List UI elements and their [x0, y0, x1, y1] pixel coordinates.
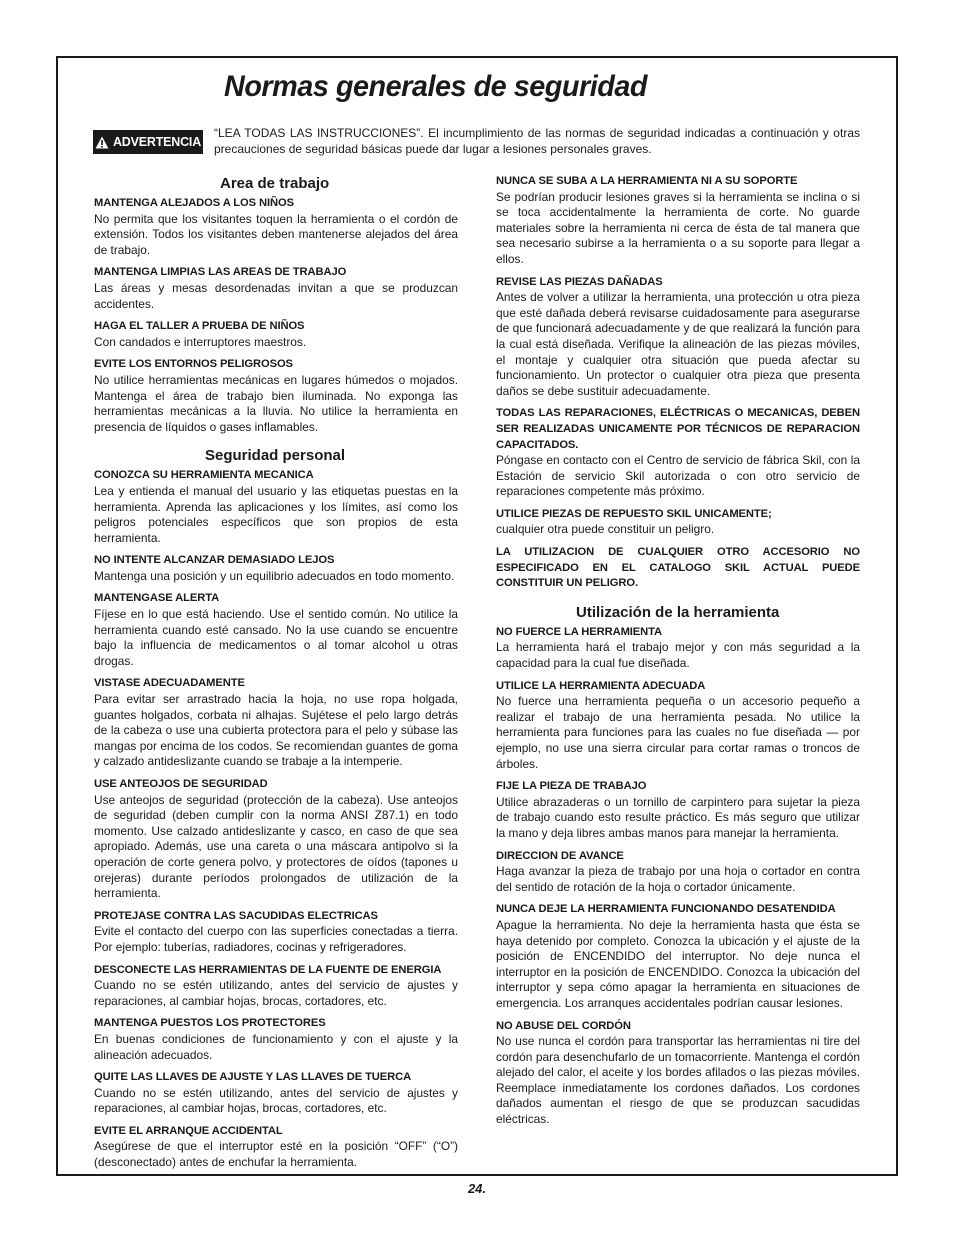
safety-rule	[496, 679, 860, 773]
rule-heading: DIRECCION DE AVANCE	[496, 849, 624, 862]
section-heading-utilizacion: Utilización de la herramienta	[576, 603, 780, 621]
warning-text: “LEA TODAS LAS INSTRUCCIONES”. El incumplimiento de las normas de seguridad indicadas a continuación y otras precauciones de seguridad básicas puede dar lugar a lesiones personales graves.	[214, 126, 860, 156]
safety-rule	[94, 963, 458, 1010]
rule-body: Cuando no se estén utilizando, antes del servicio de ajustes y reparaciones, al cambiar hojas, brocas, cortadores, etc.	[94, 978, 458, 1008]
rule-body: No utilice herramientas mecánicas en lugares húmedos o mojados. Mantenga el área de trabajo bien iluminada. No exponga las herramientas mecánicas a la lluvia. No utilice la herramienta en presencia de líquidos o gases inflamables.	[94, 372, 458, 434]
rule-heading: EVITE EL ARRANQUE ACCIDENTAL	[94, 1124, 283, 1137]
rule-body: Fíjese en lo que está haciendo. Use el sentido común. No utilice la herramienta cuando esté cansado. No la use cuando se encuentre bajo la influencia de medicamentos o al tomar alcohol u otras drogas.	[94, 607, 458, 668]
safety-rule	[94, 265, 458, 312]
rule-heading: NUNCA SE SUBA A LA HERRAMIENTA NI A SU SOPORTE	[496, 175, 798, 187]
rule-heading: NUNCA DEJE LA HERRAMIENTA FUNCIONANDO DESATENDIDA	[496, 903, 836, 916]
safety-rule	[94, 1016, 458, 1063]
safety-rule	[94, 468, 458, 546]
page-number: 24.	[467, 1181, 487, 1196]
safety-rule	[94, 777, 458, 902]
rule-heading: UTILICE PIEZAS DE REPUESTO SKIL UNICAMENTE;	[496, 507, 772, 520]
safety-rule	[496, 625, 860, 672]
rule-body: Mantenga una posición y un equilibrio adecuados en todo momento.	[94, 568, 455, 583]
rule-heading: REVISE LAS PIEZAS DAÑADAS	[496, 275, 663, 288]
rule-heading: TODAS LAS REPARACIONES, ELÉCTRICAS O MECANICAS, DEBEN SER REALIZADAS UNICAMENTE POR TÉCNICOS DE REPARACION CAPACITADOS.	[496, 407, 860, 451]
safety-rule	[496, 545, 860, 592]
rule-body: cualquier otra puede constituir un peligro.	[496, 522, 715, 537]
rule-body: Las áreas y mesas desordenadas invitan a que se produzcan accidentes.	[94, 280, 458, 311]
rule-body: Para evitar ser arrastrado hacia la hoja, no use ropa holgada, guantes holgados, corbata ni alhajas. Sujétese el pelo largo detrás de la cabeza o use una cubierta protectora para el pelo y súbase las mangas por encima de los codos. Se recomiendan guantes de goma y calzado antideslizante cuando se trabaje a la intemperie.	[94, 692, 458, 769]
page-title: Normas generales de seguridad	[224, 70, 648, 103]
rule-body: Haga avanzar la pieza de trabajo por una hoja o cortador en contra del sentido de rotación de la hoja o cortador únicamente.	[496, 864, 860, 894]
rule-heading: MANTENGA ALEJADOS A LOS NIÑOS	[94, 197, 294, 209]
rule-body: No permita que los visitantes toquen la herramienta o el cordón de extensión. Todos los visitantes deben mantenerse alejados del área de trabajo.	[94, 211, 458, 257]
safety-rule	[94, 676, 458, 770]
rule-body: Antes de volver a utilizar la herramienta, una protección u otra pieza que esté dañada deberá revisarse cuidadosamente para asegurarse de que funcionará adecuadamente y de que realizará la función para la cual está diseñada. Verifique la alineación de las piezas móviles, el montaje y cualquier otra situación que pueda afectar su funcionamiento. Un protector o cualquier otra pieza que presenta daños se debe sustituir adecuadamente.	[496, 290, 860, 398]
rule-body: Póngase en contacto con el Centro de servicio de fábrica Skil, con la Estación de servicio Skil autorizada o con otro servicio de reparaciones competente más próximo.	[496, 453, 860, 499]
safety-rule	[496, 174, 860, 268]
safety-rule	[94, 1124, 458, 1171]
section-heading-seguridad-personal: Seguridad personal	[205, 447, 346, 465]
rule-body: No use nunca el cordón para transportar las herramientas ni tire del cordón para desenchufarlo de un tomacorriente. Mantenga el cordón alejado del calor, el aceite y los bordes afilados o las piezas móviles. Reemplace inmediatamente los cordones dañados. Los cordones dañados aumentan el riesgo de que se produzcan sacudidas eléctricas.	[496, 1034, 860, 1127]
warning-badge	[93, 130, 203, 154]
warning-triangle-icon	[95, 136, 109, 149]
rule-body: La herramienta hará el trabajo mejor y con más seguridad a la capacidad para la cual fue diseñada.	[496, 640, 860, 671]
safety-rule	[496, 275, 860, 400]
safety-rule	[94, 591, 458, 669]
rule-heading: UTILICE LA HERRAMIENTA ADECUADA	[496, 679, 706, 692]
warning-badge-label: ADVERTENCIA	[112, 135, 202, 149]
section-heading-area-de-trabajo: Area de trabajo	[220, 175, 330, 192]
rule-body: Evite el contacto del cuerpo con las superficies conectadas a tierra. Por ejemplo: tuberías, radiadores, cocinas y refrigeradores.	[94, 924, 458, 954]
rules-list	[496, 625, 860, 1128]
rule-body: Apague la herramienta. No deje la herramienta hasta que ésta se haya detenido por completo. Conozca la ubicación y el ajuste de la posición de ENCENDIDO del interruptor. No deje nunca el interruptor en la posición de ENCENDIDO. Conozca la ubicación del interruptor y sepa cómo apagar la herramienta en situaciones de emergencia. Los arranques accidentales podrían causar lesiones.	[496, 917, 860, 1010]
safety-rule	[94, 909, 458, 956]
rule-body: No fuerce una herramienta pequeña o un accesorio pequeño a realizar el trabajo de una herramienta pesada. No utilice la herramienta para funciones para las cuales no fue diseñada — por ejemplo, no use una sierra circular para cortar ramas o troncos de árboles.	[496, 694, 860, 771]
rule-heading: FIJE LA PIEZA DE TRABAJO	[496, 780, 647, 793]
safety-rule	[94, 357, 458, 435]
rule-heading: EVITE LOS ENTORNOS PELIGROSOS	[94, 358, 293, 371]
rule-body: Se podrían producir lesiones graves si la herramienta se inclina o si se toca accidentalmente la herramienta de corte. No guarde materiales sobre la herramienta ni cerca de ésta de tal manera que sea necesario subirse a la herramienta o a su soporte para llegar a ellos.	[496, 189, 860, 266]
safety-rule	[496, 849, 860, 896]
rule-heading: VISTASE ADECUADAMENTE	[94, 677, 245, 690]
rule-heading: MANTENGASE ALERTA	[94, 592, 220, 605]
safety-rule	[94, 553, 458, 584]
rule-heading: QUITE LAS LLAVES DE AJUSTE Y LAS LLAVES DE TUERCA	[94, 1071, 412, 1084]
rule-body: Asegúrese de que el interruptor esté en la posición “OFF” (“O”) (desconectado) antes de enchufar la herramienta.	[94, 1139, 458, 1170]
safety-rule	[94, 1070, 458, 1117]
rule-heading: PROTEJASE CONTRA LAS SACUDIDAS ELECTRICAS	[94, 909, 378, 922]
rule-heading: CONOZCA SU HERRAMIENTA MECANICA	[94, 469, 314, 482]
rule-heading: NO INTENTE ALCANZAR DEMASIADO LEJOS	[94, 554, 335, 567]
rule-heading: NO ABUSE DEL CORDÓN	[496, 1019, 631, 1032]
safety-rule	[94, 196, 458, 258]
rules-list	[94, 196, 458, 435]
rule-body: Con candados e interruptores maestros.	[94, 334, 307, 349]
rule-body: Cuando no se estén utilizando, antes del servicio de ajustes y reparaciones, al cambiar hojas, brocas, cortadores, etc.	[94, 1085, 458, 1116]
right-column	[496, 174, 860, 1135]
safety-rule	[496, 1019, 860, 1128]
rule-body: Utilice abrazaderas o un tornillo de carpintero para sujetar la pieza de trabajo cuando esto resulte práctico. Es más seguro que utilizar la mano y deja libres ambas manos para manejar la herramienta.	[496, 794, 860, 840]
rule-heading: DESCONECTE LAS HERRAMIENTAS DE LA FUENTE DE ENERGIA	[94, 963, 442, 976]
safety-rule	[496, 779, 860, 841]
safety-rule	[496, 406, 860, 500]
rule-body: Lea y entienda el manual del usuario y las etiquetas puestas en la herramienta. Aprenda las aplicaciones y los límites, así como los peligros potenciales específicos que son propios de esta herramienta.	[94, 483, 458, 545]
safety-rule	[496, 507, 860, 538]
rule-heading: NO FUERCE LA HERRAMIENTA	[496, 625, 663, 638]
rule-heading: LA UTILIZACION DE CUALQUIER OTRO ACCESORIO NO ESPECIFICADO EN EL CATALOGO SKIL ACTUAL PUEDE CONSTITUIR UN PELIGRO.	[496, 546, 860, 590]
rule-heading: USE ANTEOJOS DE SEGURIDAD	[94, 778, 268, 790]
rule-body: Use anteojos de seguridad (protección de la cabeza). Use anteojos de seguridad (deben cumplir con la norma ANSI Z87.1) en todo momento. Use calzado antideslizante y casco, en caso de que sea apropiado. Además, use una careta o una máscara antipolvo si la operación de corte genera polvo, y protectores de oídos (tapones u orejeras) durante períodos prolongados de utilización de la herramienta.	[94, 792, 458, 901]
safety-rule	[94, 319, 458, 350]
rule-heading: HAGA EL TALLER A PRUEBA DE NIÑOS	[94, 320, 305, 333]
left-column	[94, 174, 458, 1178]
rule-heading: MANTENGA PUESTOS LOS PROTECTORES	[94, 1017, 326, 1030]
rules-list	[496, 174, 860, 592]
rule-heading: MANTENGA LIMPIAS LAS AREAS DE TRABAJO	[94, 266, 347, 279]
rule-body: En buenas condiciones de funcionamiento y con el ajuste y la alineación adecuados.	[94, 1031, 458, 1062]
rules-list	[94, 468, 458, 1170]
safety-rule	[496, 902, 860, 1011]
